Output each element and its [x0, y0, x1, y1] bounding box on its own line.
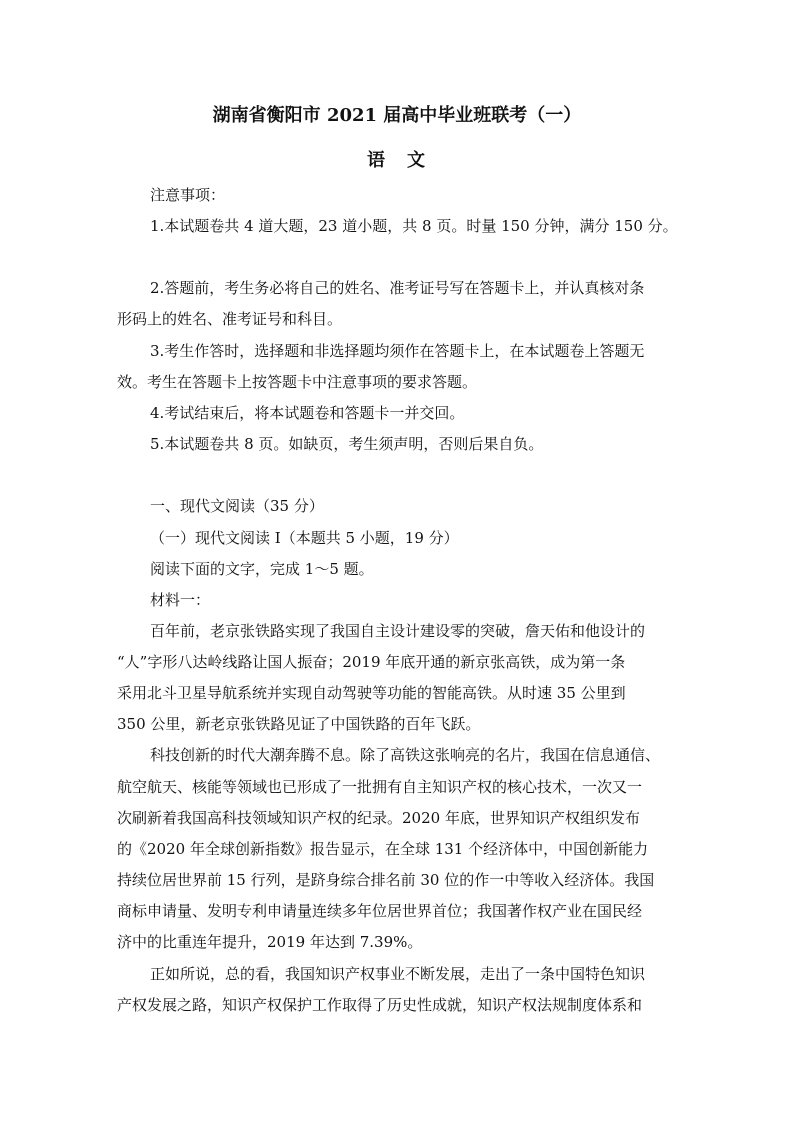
- notice-item-4: 4.考试结束后，将本试题卷和答题卡一并交回。: [150, 404, 465, 422]
- paragraph-2-line-1: 科技创新的时代大潮奔腾不息。除了高铁这张响亮的名片，我国在信息通信、: [150, 746, 661, 764]
- paragraph-1-line-2: “人”字形八达岭线路让国人振奋；2019 年底开通的新京张高铁，成为第一条: [117, 653, 626, 671]
- notice-item-5: 5.本试题卷共 8 页。如缺页，考生须声明，否则后果自负。: [150, 435, 544, 453]
- notice-item-3-line-1: 3.考生作答时，选择题和非选择题均须作在答题卡上，在本试题卷上答题无: [150, 342, 645, 360]
- paragraph-3-line-1: 正如所说，总的看，我国知识产权事业不断发展，走出了一条中国特色知识: [150, 965, 646, 983]
- paragraph-2-line-4: 的《2020 年全球创新指数》报告显示，在全球 131 个经济体中，中国创新能力: [117, 840, 649, 858]
- paragraph-2-line-7: 济中的比重连年提升，2019 年达到 7.39%。: [117, 933, 423, 951]
- material-label: 材料一：: [150, 591, 211, 609]
- notice-item-2-line-2: 形码上的姓名、准考证号和科目。: [117, 310, 343, 328]
- paragraph-2-line-3: 次刷新着我国高科技领域知识产权的纪录。2020 年底，世界知识产权组织发布: [117, 809, 640, 827]
- section-heading: 一、现代文阅读（35 分）: [150, 497, 324, 515]
- paragraph-2-line-5: 持续位居世界前 15 行列，是跻身综合排名前 30 位的作一中等收入经济体。我国: [117, 871, 655, 889]
- subject-title: 语 文: [367, 150, 427, 171]
- paragraph-2-line-2: 航空航天、核能等领域也已形成了一批拥有自主知识产权的核心技术，一次又一: [117, 778, 643, 796]
- notice-item-1: 1.本试题卷共 4 道大题，23 道小题，共 8 页。时量 150 分钟，满分 150 分。: [150, 217, 678, 235]
- paragraph-3-line-2: 产权发展之路，知识产权保护工作取得了历史性成就，知识产权法规制度体系和: [117, 996, 643, 1014]
- notice-item-3-line-2: 效。考生在答题卡上按答题卡中注意事项的要求答题。: [117, 373, 478, 391]
- paragraph-1-line-4: 350 公里，新老京张铁路见证了中国铁路的百年飞跃。: [117, 715, 481, 733]
- exam-title: 湖南省衡阳市 2021 届高中毕业班联考（一）: [212, 105, 582, 126]
- paragraph-1-line-3: 采用北斗卫星导航系统并实现自动驾驶等功能的智能高铁。从时速 35 公里到: [117, 684, 626, 702]
- reading-instruction: 阅读下面的文字，完成 1～5 题。: [150, 560, 374, 578]
- paragraph-1-line-1: 百年前，老京张铁路实现了我国自主设计建设零的突破，詹天佑和他设计的: [150, 622, 646, 640]
- notice-item-2-line-1: 2.答题前，考生务必将自己的姓名、准考证号写在答题卡上，并认真核对条: [150, 279, 645, 297]
- paragraph-2-line-6: 商标申请量、发明专利申请量连续多年位居世界首位；我国著作权产业在国民经: [117, 902, 643, 920]
- notice-heading: 注意事项：: [150, 186, 226, 204]
- subsection-heading: （一）现代文阅读 I（本题共 5 小题，19 分）: [150, 529, 459, 547]
